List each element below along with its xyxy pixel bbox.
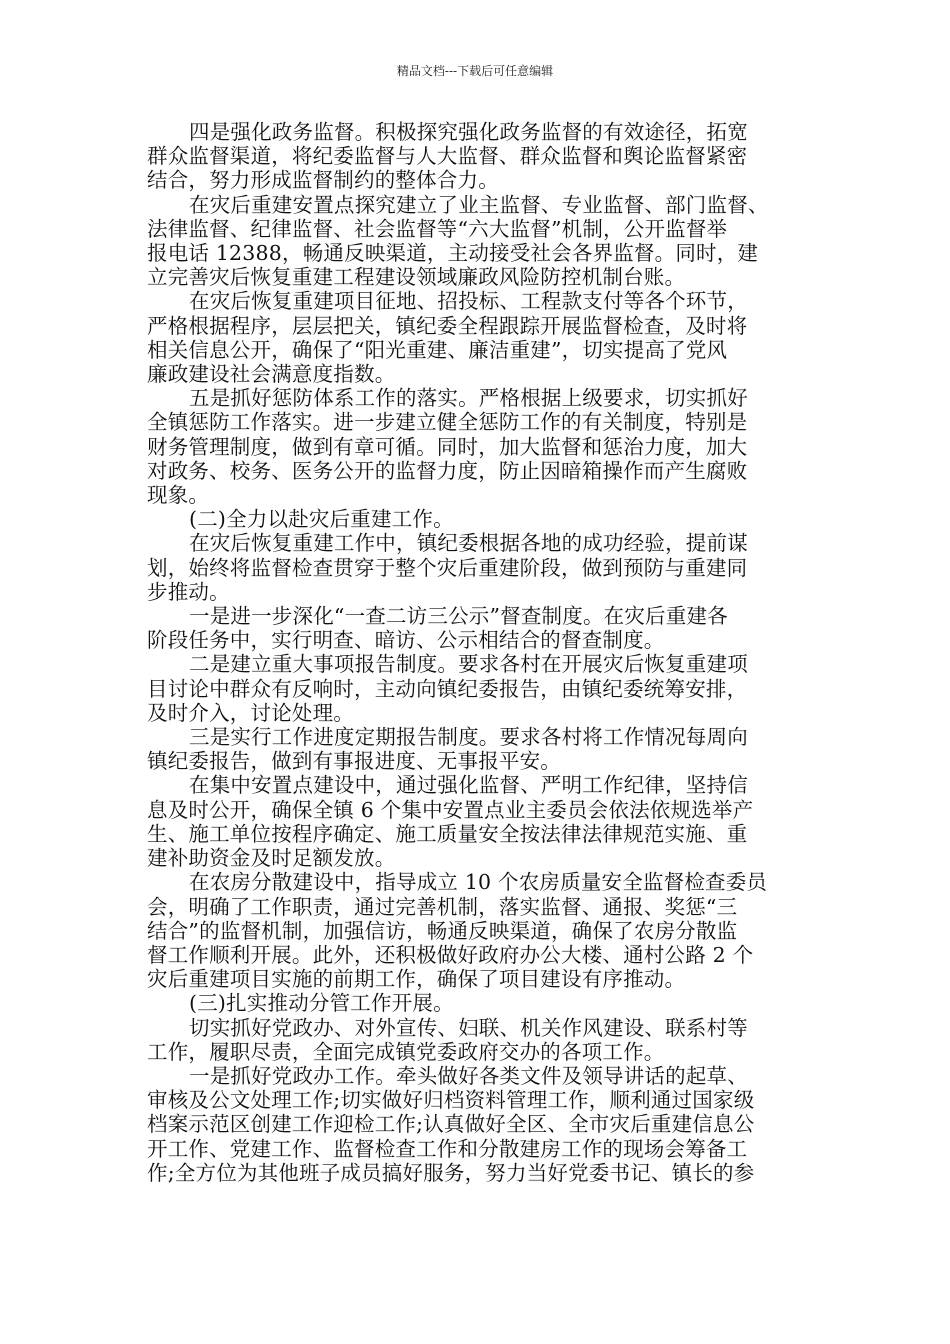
text-line: 结合”的监督机制，加强信访，畅通反映渠道，确保了农房分散监 — [147, 918, 738, 943]
text-line: 结合，努力形成监督制约的整体合力。 — [147, 168, 499, 193]
text-line: 档案示范区创建工作迎检工作;认真做好全区、全市灾后重建信息公 — [147, 1112, 755, 1137]
text-line: 一是进一步深化“一查二访三公示”督查制度。在灾后重建各 — [189, 604, 728, 629]
text-line: 一是抓好党政办工作。牵头做好各类文件及领导讲话的起草、 — [189, 1063, 748, 1088]
text-line: 在灾后重建安置点探究建立了业主监督、专业监督、部门监督、 — [189, 192, 769, 217]
text-line: 作;全方位为其他班子成员搞好服务，努力当好党委书记、镇长的参 — [147, 1160, 755, 1185]
text-line: (二)全力以赴灾后重建工作。 — [189, 507, 454, 532]
text-line: 财务管理制度，做到有章可循。同时，加大监督和惩治力度，加大 — [147, 434, 748, 459]
text-line: 步推动。 — [147, 579, 230, 604]
paragraph-p7 — [147, 604, 823, 652]
text-line: 建补助资金及时足额发放。 — [147, 846, 396, 871]
text-line: 切实抓好党政办、对外宣传、妇联、机关作风建设、联系村等 — [189, 1015, 748, 1040]
text-line: (三)扎实推动分管工作开展。 — [189, 991, 454, 1016]
paragraph-p5 — [147, 507, 823, 531]
text-line: 严格根据程序，层层把关，镇纪委全程跟踪开展监督检查，及时将 — [147, 313, 748, 338]
text-line: 工作，履职尽责，全面完成镇党委政府交办的各项工作。 — [147, 1039, 665, 1064]
paragraph-p12 — [147, 991, 823, 1015]
paragraph-p6 — [147, 531, 823, 604]
paragraph-p2 — [147, 193, 823, 290]
text-line: 四是强化政务监督。积极探究强化政务监督的有效途径，拓宽 — [189, 120, 748, 144]
paragraph-p1 — [147, 120, 823, 193]
text-line: 生、施工单位按程序确定、施工质量安全按法律法律规范实施、重 — [147, 821, 748, 846]
paragraph-p8 — [147, 652, 823, 725]
text-line: 相关信息公开，确保了“阳光重建、廉洁重建”，切实提高了党风 — [147, 337, 728, 362]
paragraph-p10 — [147, 773, 823, 870]
text-line: 在灾后恢复重建工作中，镇纪委根据各地的成功经验，提前谋 — [189, 531, 748, 556]
text-line: 在集中安置点建设中，通过强化监督、严明工作纪律，坚持信 — [189, 773, 748, 798]
page-header: 精品文档---下载后可任意编辑 — [396, 64, 554, 78]
text-line: 会，明确了工作职责，通过完善机制，落实监督、通报、奖惩“三 — [147, 894, 738, 919]
text-line: 阶段任务中，实行明查、暗访、公示相结合的督查制度。 — [147, 628, 665, 653]
paragraph-p9 — [147, 725, 823, 773]
text-line: 审核及公文处理工作;切实做好归档资料管理工作，顺利通过国家级 — [147, 1088, 755, 1113]
text-line: 法律监督、纪律监督、社会监督等“六大监督”机制，公开监督举 — [147, 216, 728, 241]
text-line: 在灾后恢复重建项目征地、招投标、工程款支付等各个环节， — [189, 289, 748, 314]
text-line: 镇纪委报告，做到有事报进度、无事报平安。 — [147, 749, 561, 774]
text-line: 督工作顺利开展。此外，还积极做好政府办公大楼、通村公路 2 个 — [147, 942, 754, 967]
text-line: 立完善灾后恢复重建工程建设领域廉政风险防控机制台账。 — [147, 265, 686, 290]
text-line: 灾后重建项目实施的前期工作，确保了项目建设有序推动。 — [147, 967, 686, 992]
text-line: 报电话 12388，畅通反映渠道，主动接受社会各界监督。同时，建 — [147, 241, 759, 266]
document-body — [147, 120, 823, 1185]
text-line: 划，始终将监督检查贯穿于整个灾后重建阶段，做到预防与重建同 — [147, 555, 748, 580]
text-line: 五是抓好惩防体系工作的落实。严格根据上级要求，切实抓好 — [189, 386, 748, 411]
text-line: 现象。 — [147, 483, 210, 508]
paragraph-p14 — [147, 1064, 823, 1185]
text-line: 全镇惩防工作落实。进一步建立健全惩防工作的有关制度，特别是 — [147, 410, 748, 435]
paragraph-p3 — [147, 289, 823, 386]
text-line: 在农房分散建设中，指导成立 10 个农房质量安全监督检查委员 — [189, 870, 768, 895]
paragraph-p11 — [147, 870, 823, 991]
text-line: 息及时公开，确保全镇 6 个集中安置点业主委员会依法依规选举产 — [147, 797, 754, 822]
text-line: 及时介入，讨论处理。 — [147, 700, 354, 725]
text-line: 三是实行工作进度定期报告制度。要求各村将工作情况每周向 — [189, 725, 748, 750]
text-line: 廉政建设社会满意度指数。 — [147, 362, 396, 387]
paragraph-p13 — [147, 1016, 823, 1064]
text-line: 群众监督渠道，将纪委监督与人大监督、群众监督和舆论监督紧密 — [147, 144, 748, 169]
paragraph-p4 — [147, 386, 823, 507]
text-line: 目讨论中群众有反响时，主动向镇纪委报告，由镇纪委统筹安排， — [147, 676, 748, 701]
text-line: 二是建立重大事项报告制度。要求各村在开展灾后恢复重建项 — [189, 652, 748, 677]
text-line: 开工作、党建工作、监督检查工作和分散建房工作的现场会筹备工 — [147, 1136, 748, 1161]
text-line: 对政务、校务、医务公开的监督力度，防止因暗箱操作而产生腐败 — [147, 458, 748, 483]
